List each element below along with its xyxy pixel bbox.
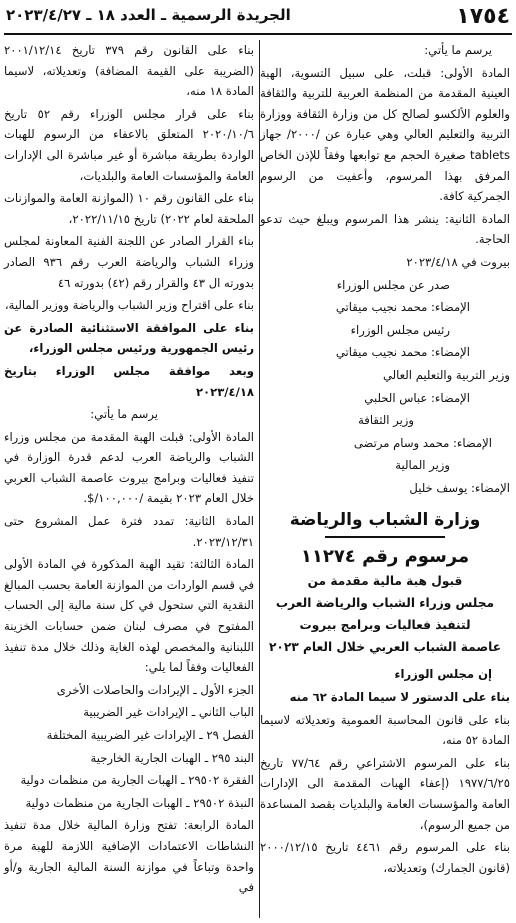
article-2: المادة الثانية: تمدد فترة عمل المشروع حتى ٢٠٢٣/١٢/٣١. <box>4 514 254 549</box>
header-rule <box>4 33 512 35</box>
heading-rule <box>325 536 445 538</box>
article-4: المادة الرابعة: تفتح وزارة المالية خلال مدة تنفيذ النشاطات الاعتمادات الإضافية اللازمة للهبة مرة واحدة وتباعاً في موازنة السنة المالية الجارية و/أو في <box>4 818 254 895</box>
page-number: ١٧٥٤ <box>456 4 510 29</box>
title-line: رئيس مجلس الوزراء <box>350 322 450 337</box>
decree-title-line: قبول هبة مالية مقدمة من <box>307 574 463 589</box>
signature-line: الإمضاء: يوسف خليل <box>409 480 510 495</box>
preamble-approval: بناء على الموافقة الاستثنائية الصادرة عن رئيس الجمهورية ورئيس مجلس الوزراء، <box>4 320 254 356</box>
decree-title-line: لتنفيذ فعاليات وبرامج بيروت <box>299 618 471 633</box>
signature-line: الإمضاء: محمد نجيب ميقاتي <box>335 345 470 360</box>
ministry-heading: وزارة الشباب والرياضة <box>289 510 481 531</box>
date-line: بيروت في ٢٠٢٣/٤/١٨ <box>406 254 510 269</box>
left-column <box>4 40 254 900</box>
title-line: وزير المالية <box>395 458 450 473</box>
signature-line: الإمضاء: محمد نجيب ميقاتي <box>335 300 470 315</box>
preamble-item: بناء على القانون رقم ٣٧٩ تاريخ ٢٠٠١/١٢/١٤ (الضريبة على القيمة المضافة) وتعديلاته، لاسيما المادة ١٨ منه، <box>4 43 254 99</box>
signature-line: الإمضاء: عباس الحلبي <box>364 390 470 405</box>
budget-line: النبذة ٢٩٥٠٢ ـ الهبات الجارية من منظمات دولية <box>25 795 254 810</box>
decree-number: مرسوم رقم ١١٢٧٤ <box>300 546 470 568</box>
article-2: المادة الثانية: ينشر هذا المرسوم ويبلغ حيث تدعو الحاجة. <box>260 211 510 247</box>
column-divider <box>259 40 260 918</box>
article-1: المادة الأولى: قبلت الهبة المقدمة من مجلس وزراء الشباب والرياضة العرب لدعم قدرة الوزارة في تنفيذ فعاليات وبرامج بيروت عاصمة الشباب العربي خلال العام ٢٠٢٣ بقيمة /١٠٠,٠٠٠/$. <box>4 429 254 506</box>
title-line: وزير الثقافة <box>358 413 414 428</box>
preamble-item: بناء القرار الصادر عن اللجنة الفنية المعاونة لمجلس وزراء الشباب والرياضة العرب رقم ٩٣٦ الصادر بدورته ال ٤٣ والقرار رقم (٤٢) بدورته ٤٦ <box>4 234 254 290</box>
budget-line: البند ٢٩٥ ـ الهبات الجارية الخارجية <box>90 750 254 765</box>
budget-line: الجزء الأول ـ الإيرادات والحاصلات الأخرى <box>56 682 254 697</box>
gazette-title: الجريدة الرسمية ـ العدد ١٨ ـ ٢٠٢٣/٤/٢٧ <box>6 6 291 24</box>
preamble-approval: وبعد موافقة مجلس الوزراء بتاريخ ٢٠٢٣/٤/١٨ <box>4 363 254 399</box>
decree-title-line: عاصمة الشباب العربي خلال العام ٢٠٢٣ <box>268 640 502 655</box>
budget-line: الباب الثاني ـ الإيرادات غير الضريبية <box>83 705 254 720</box>
decree-title-line: مجلس وزراء الشباب والرياضة العرب <box>275 596 495 611</box>
budget-line: الفقرة ٢٩٥٠٢ ـ الهبات الجارية من منظمات دولية <box>20 773 254 788</box>
preamble-item: بناء على الدستور لا سيما المادة ٦٢ منه <box>289 690 510 705</box>
preamble-item: بناء على المرسوم الاشتراعي رقم ٧٧/٦٤ تاريخ ١٩٧٧/٦/٢٥ (إعفاء الهبات المقدمة الى الإدارات العامة والمؤسسات العامة والبلديات بقصد المساعدة من جميع الرسوم)، <box>260 755 510 832</box>
decree-intro: يرسم ما يأتي: <box>424 43 492 57</box>
decree-intro: يرسم ما يأتي: <box>90 407 158 422</box>
council-line: إن مجلس الوزراء <box>394 667 492 682</box>
article-3: المادة الثالثة: تقيد الهبة المذكورة في المادة الأولى في قسم الواردات من الموازنة العامة بحسب المبالغ النقدية التي ستحول في كل سنة مالية إلى الحساب المفتوح في مصرف لبنان ضمن حسابات الخزينة اللبنانية والمخصص لهذه الغاية وذلك خلال مدة تنفيذ الفعاليات وفقاً لما يلي: <box>4 557 254 675</box>
right-column <box>260 40 510 880</box>
page-header <box>0 0 516 38</box>
budget-line: الفصل ٢٩ ـ الإيرادات غير الضريبية المختلفة <box>46 728 254 742</box>
preamble-item: بناء على المرسوم رقم ٤٤٦١ تاريخ ٢٠٠٠/١٢/١٥ (قانون الجمارك) وتعديلاته، <box>260 840 510 875</box>
article-1: المادة الأولى: قبلت، على سبيل التسوية، الهبة العينية المقدمة من المنظمة العربية للتربية والثقافة والعلوم الألكسو لصالح كل من وزارة الثقافة ووزارة التربية والتعليم العالي وهي عبارة عن /٢٠٠٠/ جهاز tablets صغيرة الحجم مع توابعها وفقاً للإذن الخاص المرفق بهذا المرسوم، وأعفيت من الرسوم الجمركية كافة. <box>260 65 510 204</box>
signature-line: الإمضاء: محمد وسام مرتضى <box>353 435 492 450</box>
preamble-item: بناء على اقتراح وزير الشباب والرياضة ووزير المالية، <box>4 298 254 313</box>
title-line: وزير التربية والتعليم العالي <box>382 367 510 382</box>
preamble-item: بناء على قانون المحاسبة العمومية وتعديلاته لاسيما المادة ٥٢ منه، <box>260 712 510 748</box>
preamble-item: بناء على قرار مجلس الوزراء رقم ٥٢ تاريخ ٢٠٢٠/١٠/٦ المتعلق بالاعفاء من الرسوم للهبات الواردة بطريقة مباشرة أو غير مباشرة الى الإدارات العامة والمؤسسات العامة والبلديات، <box>4 106 254 183</box>
issued-by: صدر عن مجلس الوزراء <box>336 277 450 292</box>
preamble-item: بناء على القانون رقم ١٠ (الموازنة العامة والموازنات الملحقة لعام ٢٠٢٢) تاريخ ٢٠٢٢/١١/١٥، <box>4 191 254 226</box>
